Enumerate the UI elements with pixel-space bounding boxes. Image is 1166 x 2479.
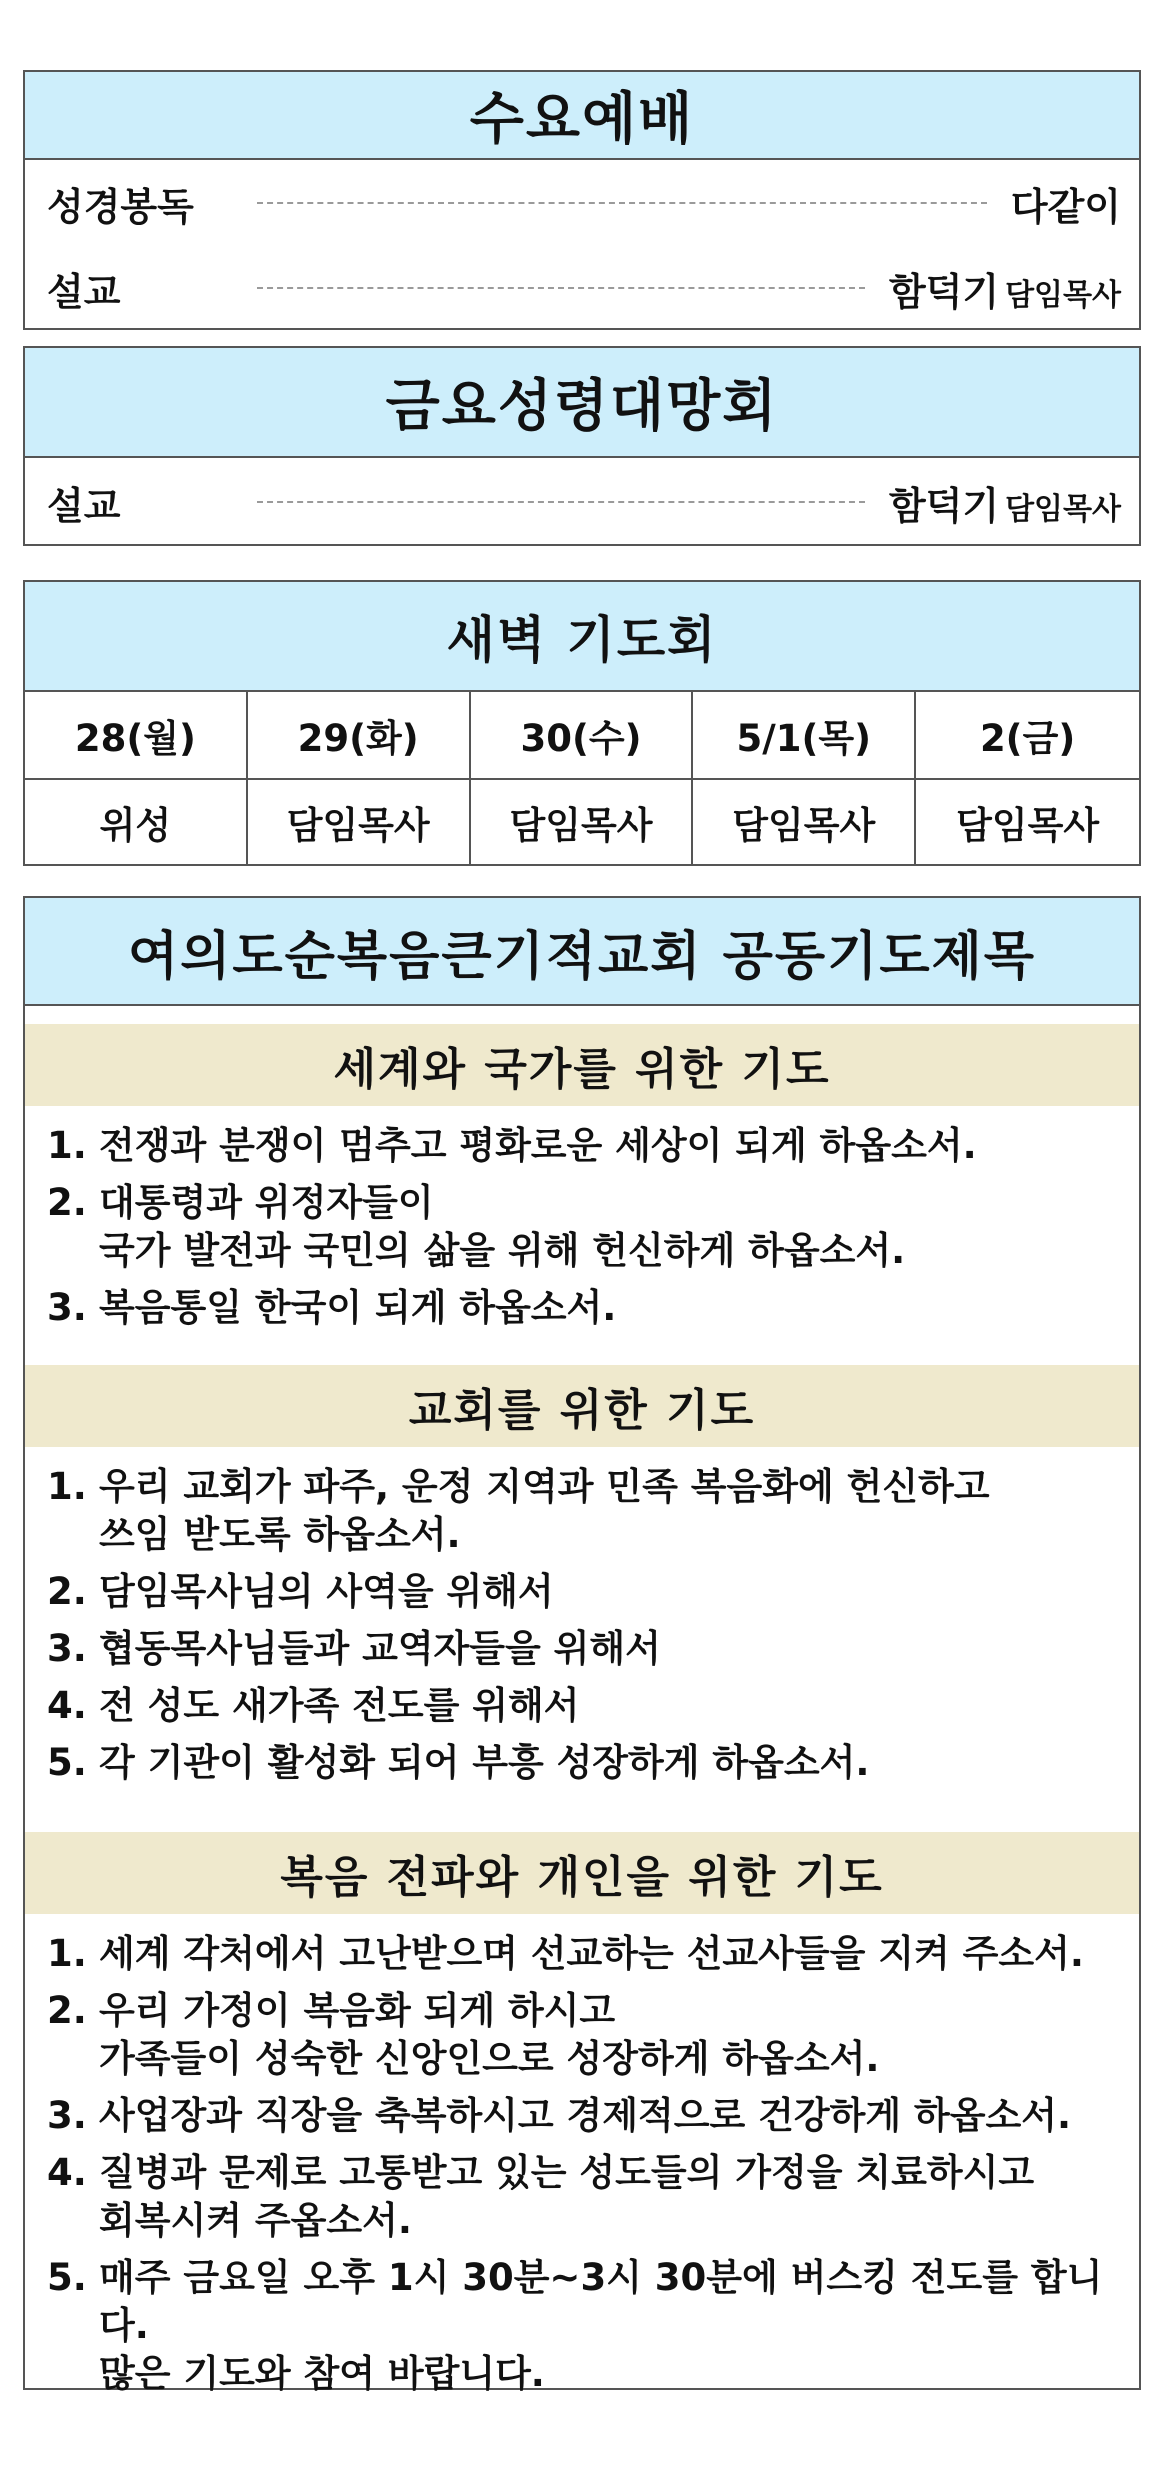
common-prayer-box <box>23 896 1141 2395</box>
prayer-section-title: 교회를 위한 기도 <box>25 1365 1139 1447</box>
prayer-list <box>25 1447 1139 1814</box>
prayer-item: 5. 각 기관이 활성화 되어 부흥 성장하게 하옵소서. <box>47 1741 870 1784</box>
dotted-leader <box>257 501 865 503</box>
prayer-item: 1. 우리 교회가 파주, 운정 지역과 민족 복음화에 헌신하고 쓰임 받도록 하옵소서. <box>47 1465 990 1556</box>
row-label: 설교 <box>47 483 121 528</box>
wednesday-row-sermon <box>25 246 1139 330</box>
prayer-section-title: 복음 전파와 개인을 위한 기도 <box>25 1832 1139 1914</box>
row-label: 설교 <box>47 269 121 314</box>
prayer-item: 2. 우리 가정이 복음화 되게 하시고 가족들이 성숙한 신앙인으로 성장하게 하옵소서. <box>47 1989 880 2080</box>
prayer-item: 2. 대통령과 위정자들이 국가 발전과 국민의 삶을 위해 헌신하게 하옵소서. <box>47 1181 906 1272</box>
prayer-item: 4. 질병과 문제로 고통받고 있는 성도들의 가정을 치료하시고 회복시켜 주옵소서. <box>47 2151 1035 2242</box>
wednesday-service-title: 수요예배 <box>25 72 1139 160</box>
prayer-item: 2. 담임목사님의 사역을 위해서 <box>47 1570 554 1613</box>
schedule-preacher: 담임목사 <box>248 780 471 864</box>
prayer-item: 5. 매주 금요일 오후 1시 30분~3시 30분에 버스킹 전도를 합니다. 많은 기도와 참여 바랍니다. <box>47 2256 1103 2395</box>
prayer-list <box>25 1106 1139 1359</box>
prayer-item: 3. 협동목사님들과 교역자들을 위해서 <box>47 1627 661 1670</box>
schedule-preacher: 담임목사 <box>471 780 694 864</box>
common-prayer-title: 여의도순복음큰기적교회 공동기도제목 <box>25 898 1139 1006</box>
schedule-day: 28(월) <box>25 692 248 780</box>
friday-service-box <box>23 346 1141 546</box>
dawn-prayer-title: 새벽 기도회 <box>25 582 1139 692</box>
prayer-list <box>25 1914 1139 2425</box>
schedule-preacher: 담임목사 <box>693 780 916 864</box>
dawn-prayer-box <box>23 580 1141 866</box>
schedule-day: 30(수) <box>471 692 694 780</box>
prayer-item: 3. 복음통일 한국이 되게 하옵소서. <box>47 1286 617 1329</box>
wednesday-service-box <box>23 70 1141 330</box>
schedule-preacher: 위성 <box>25 780 248 864</box>
row-value: 함덕기 담임목사 <box>888 483 1121 528</box>
schedule-day: 2(금) <box>916 692 1139 780</box>
schedule-preacher: 담임목사 <box>956 804 1100 847</box>
schedule-day: 29(화) <box>248 692 471 780</box>
row-value: 다같이 <box>1010 184 1121 229</box>
friday-row-sermon <box>25 458 1139 546</box>
dawn-schedule-table <box>25 692 1139 864</box>
row-suffix: 담임목사 <box>1005 491 1121 527</box>
row-value: 함덕기 담임목사 <box>888 269 1121 314</box>
prayer-item: 1. 전쟁과 분쟁이 멈추고 평화로운 세상이 되게 하옵소서. <box>47 1124 977 1167</box>
row-label: 성경봉독 <box>47 184 194 229</box>
prayer-item: 1. 세계 각처에서 고난받으며 선교하는 선교사들을 지켜 주소서. <box>47 1932 1084 1975</box>
row-suffix: 담임목사 <box>1005 277 1121 313</box>
prayer-item: 4. 전 성도 새가족 전도를 위해서 <box>47 1684 580 1727</box>
dotted-leader <box>257 287 865 289</box>
prayer-section-title: 세계와 국가를 위한 기도 <box>25 1024 1139 1106</box>
wednesday-row-reading <box>25 160 1139 246</box>
prayer-item: 3. 사업장과 직장을 축복하시고 경제적으로 건강하게 하옵소서. <box>47 2094 1072 2137</box>
friday-service-title: 금요성령대망회 <box>25 348 1139 458</box>
schedule-day: 5/1(목) <box>693 692 916 780</box>
dotted-leader <box>257 202 987 204</box>
